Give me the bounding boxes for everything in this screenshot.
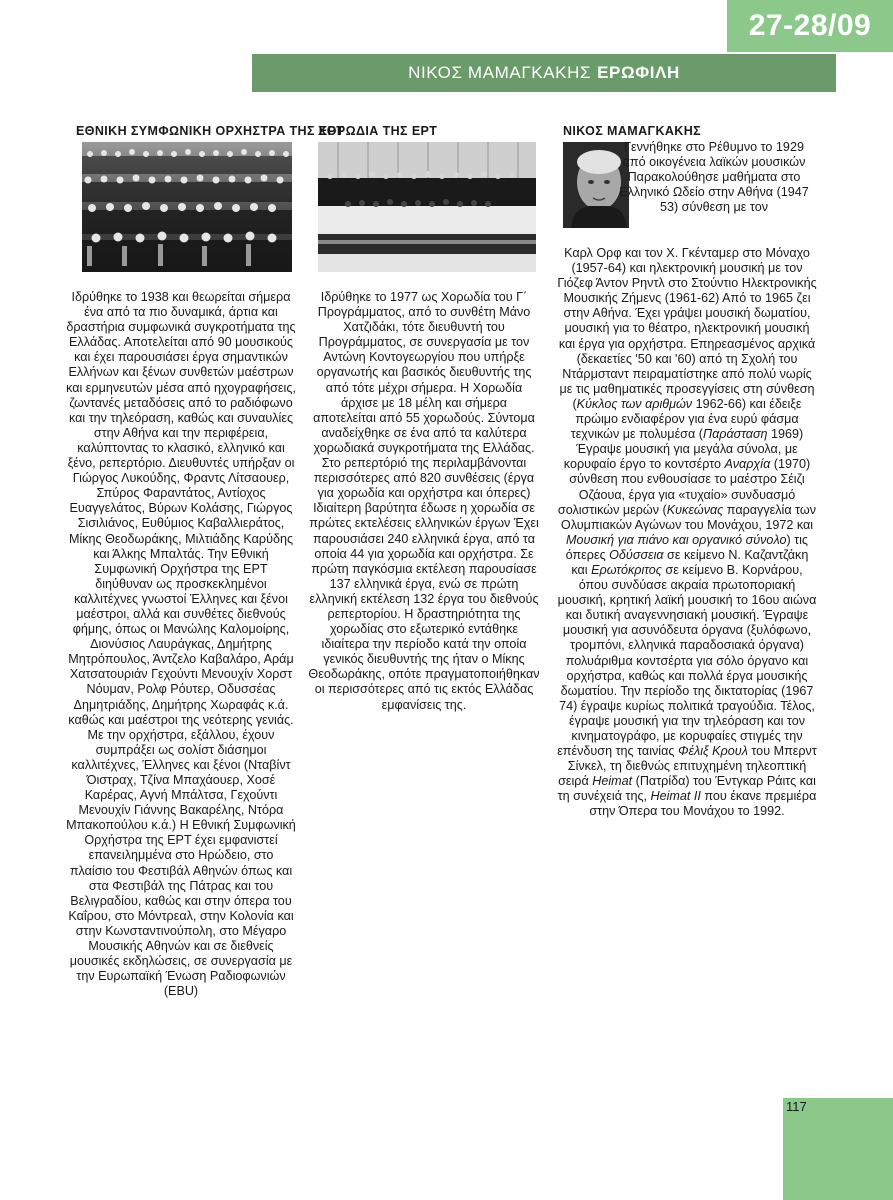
orchestra-title: ΕΘΝΙΚΗ ΣΥΜΦΩΝΙΚΗ ΟΡΧΗΣΤΡΑ ΤΗΣ ΕΡΤ xyxy=(76,124,345,138)
orchestra-photo xyxy=(82,142,292,272)
orchestra-paragraph: Ιδρύθηκε το 1938 και θεωρείται σήμερα ένα από τα πιο δυναμικά, άρτια και δραστήρια συμφωνικά συγκροτήματα της Ελλάδας. Αποτελείται από 90 μουσικούς και έχει παρουσιάσει έργα σημαντικών Ελλήνων και ξένων συνθετών μαέστρων και ερμηνευτών μέσα από ηχογραφήσεις, ζωντανές μεταδόσεις από το ραδιόφωνο και την τηλεόραση, καθώς και συναυλίες στην Αθήνα και την περιφέρεια, καλύπτοντας το κλασικό, ελληνικό και ξένο, ρεπερτόριο. Διευθυντές υπήρξαν οι Γιώργος Λυκούδης, Φραντς Λίτσαουερ, Σπύρος Φαραντάτος, Αντίοχος Ευαγγελάτος, Βύρων Κολάσης, Γιώργος Σισιλιάνος, Ευθύμιος Καβαλλιεράτος, Μίκης Θεοδωράκης, Μιλτιάδης Καρύδης και Άλκης Μπαλτάς. Την Εθνική Συμφωνική Ορχήστρα της ΕΡΤ διηύθυναν ως προσκεκλημένοι καλλιτέχνες γνωστοί Έλληνες και ξένοι μαέστροι, αλλά και συνθέτες διεθνούς φήμης, όπως οι Μανώλης Καλομοίρης, Διονύσιος Λαυράγκας, Δημήτρης Μητρόπουλος, Άντζελο Καβαλάρο, Αράμ Χατσατουριάν Γεχούντι Μενουχίν Χορστ Νόυμαν, Ρολφ Ρόυτερ, Οδυσσέας Δημητριάδης, Δημήτρης Χωραφάς κ.ά. καθώς και μαέστροι της νεότερης γενιάς. Με την ορχήστρα, εξάλλου, έχουν συμπράξει ως σολίστ διάσημοι καλλιτέχνες, Έλληνες και ξένοι (Νταβίντ Όιστραχ, Τζίνα Μπαχάουερ, Χοσέ Καρέρας, Αγνή Μπάλτσα, Γεχούντι Μενουχίν Γιάννης Βακαρέλης, Ντόρα Μπακοπούλου κ.ά.) Η Εθνική Συμφωνική Ορχήστρα της ΕΡΤ έχει εμφανιστεί επανειλημμένα στο Ηρώδειο, στο πλαίσιο του Φεστιβάλ Αθηνών όπως και στα Φεστιβάλ της Πάτρας και του Βελιγραδίου, καθώς και στην όπερα του Καΐρου, στο Μόντρεαλ, στην Κολονία και στην Κωνσταντινούπολη, στο Μέγαρο Μουσικής Αθηνών και σε διεθνείς μουσικές εκδηλώσεις, σε συνεργασία με την Ευρωπαϊκή Ένωση Ραδιοφωνιών (EBU) xyxy=(66,290,296,999)
header-work-title: ΕΡΩΦΙΛΗ xyxy=(597,63,680,82)
choir-photo xyxy=(318,142,536,272)
work-title-9: Heimat xyxy=(592,774,633,789)
work-title-5: Μουσική για πιάνο και οργανικό σύνολο xyxy=(565,532,787,547)
composer-text-6: ) τις όπερες xyxy=(565,532,809,562)
composer-text-3: 1969) Έγραψε μουσική για μεγάλα σύνολα, με κορυφαίο έργο το κοντσέρτο xyxy=(563,427,804,472)
composer-text-7: σε κείμενο Ν. Καζαντζάκη και xyxy=(571,547,809,577)
composer-text-2: 1962-66) και έδειξε πρώιμο ενδιαφέρον για ένα ευρύ φάσμα τεχνικών με πολυμέσα ( xyxy=(570,396,802,442)
choir-paragraph: Ιδρύθηκε το 1977 ως Χορωδία του Γ΄ Προγράμματος, από το συνθέτη Μάνο Χατζιδάκι, τότε διευθυντή του Προγράμματος, σε συνεργασία με τον Αντώνη Κοντογεωργίου που υπήρξε οργανωτής και βασικός διευθυντής της από τότε μέχρι σήμερα. Η Χορωδία άρχισε με 18 μέλη και σήμερα αποτελείται από 55 χορωδούς. Σύντομα αναδείχθηκε σε ένα από τα καλύτερα χορωδιακά συγκροτήματα της Ελλάδας. Στο ρεπερτόριό της περιλαμβάνονται περισσότερες από 820 συνθέσεις (έργα για χορωδία και ορχήστρα και όπερες) Ιδιαίτερη βαρύτητα έδωσε η χορωδία σε πρώτες εκτελέσεις ελληνικών έργων Έχει παρουσιάσει 240 ελληνικά έργα, από τα οποία 44 για χορωδία και ορχήστρα. Σε πρώτη παγκόσμια εκτέλεση παρουσίασε 137 ελληνικά έργα, ενώ σε πρώτη ελληνική εκτέλεση 132 έργα του διεθνούς ρεπερτορίου. Η δραστηριότητα της χορωδίας στο εξωτερικό εντάθηκε ιδιαίτερα την περίοδο κατά την οποία γενικός διευθυντής της ήταν ο Μίκης Θεοδωράκης, οπότε πραγματοποιήθηκαν οι περισσότερες από τις εκτός Ελλάδας εμφανίσεις της. xyxy=(308,290,540,712)
composer-text-5: παραγγελία των Ολυμπιακών Αγώνων του Μονάχου, 1972 και xyxy=(560,502,817,532)
issue-date-tab: 27-28/09 xyxy=(727,0,893,52)
page-number: 117 xyxy=(786,1099,807,1114)
composer-text-1: Καρλ Ορφ και τον Χ. Γκένταμερ στο Μόναχο (1957-64) και ηλεκτρονική μουσική με τον Γιόζεφ Άντον Ρηντλ στο Στούντιο Ηλεκτρονικής Μουσικής Ζήμενς (1961-62) Από το 1965 ζει στην Αθήνα. Έχει γράψει μουσική δωματίου, μουσική για το θέατρο, ηλεκτρονική μουσική και έργα για ορχήστρα. Επηρεασμένος αρχικά (δεκαετίες '50 και '60) από τη Σχολή του Ντάρμσταντ πειραματίστηκε από πολύ νωρίς με τις μαθηματικές προσεγγίσεις στη σύνθεση ( xyxy=(557,246,817,411)
composer-title: ΝΙΚΟΣ ΜΑΜΑΓΚΑΚΗΣ xyxy=(563,124,702,138)
composer-text-8: σε κείμενο Β. Κορνάρου, όπου συνδύασε ακραία πρωτοποριακή μουσική, κρητική λαϊκή μουσική το 16ου αιώνα και δυτική αναγεννησιακή μουσική. Έγραψε μουσική για ασυνόδευτα όργανα (ξυλόφωνο, τρομπόνι, ελληνικά παραδοσιακά όργανα) πολυάριθμα κοντσέρτα για σόλο όργανο και ορχήστρα, καθώς και πολλά έργα μουσικής δωματίου. Την περίοδο της δικτατορίας (1967 74) έγραψε κυρίως πολιτικά τραγούδια. Τέλος, έγραψε μουσική για την τηλεόραση και τον κινηματογράφο, με κορυφαίες στιγμές την επένδυση της ταινίας xyxy=(557,562,817,759)
work-title-2: Παράσταση xyxy=(702,427,768,442)
work-title-8: Φέλιξ Κρουλ xyxy=(677,744,748,759)
composer-paragraph xyxy=(556,246,818,820)
composer-text-4: (1970) σύνθεση που ενθουσίασε το μαέστρο Σέιζι Οζάουα, έργα για «τυχαίο» συνδυασμό σολιστικών μερών ( xyxy=(557,457,811,517)
header-bar xyxy=(252,54,836,92)
orchestra-text xyxy=(66,290,296,999)
header-author: ΝΙΚΟΣ ΜΑΜΑΓΚΑΚΗΣ xyxy=(408,63,592,82)
work-title-3: Αναρχία xyxy=(724,457,771,472)
work-title-1: Κύκλος των αριθμών xyxy=(576,396,693,411)
work-title-4: Κυκεώνας xyxy=(666,502,724,517)
composer-lead-text: Γεννήθηκε στο Ρέθυμνο το 1929 από οικογένεια λαϊκών μουσικών Παρακολούθησε μαθήματα στο Ελληνικό Ωδείο στην Αθήνα (1947 53) σύνθεση με τον xyxy=(619,140,809,215)
work-title-6: Οδύσσεια xyxy=(609,547,664,562)
work-title-10: Heimat II xyxy=(650,789,701,804)
choir-text xyxy=(308,290,540,713)
choir-title: ΧΟΡΩΔΙΑ ΤΗΣ ΕΡΤ xyxy=(318,124,438,138)
work-title-7: Ερωτόκριτος xyxy=(591,562,662,577)
composer-text-10: (Πατρίδα) του Έντγκαρ Ράιτς και τη συνέχειά της, xyxy=(557,774,816,804)
composer-text xyxy=(556,246,818,820)
composer-text-9: του Μπερντ Σίνκελ, τη διεθνώς επιτυχημένη τηλεοπτική σειρά xyxy=(558,744,817,789)
composer-text-11: που έκανε πρεμιέρα στην Όπερα του Μονάχου το 1992. xyxy=(589,789,817,819)
